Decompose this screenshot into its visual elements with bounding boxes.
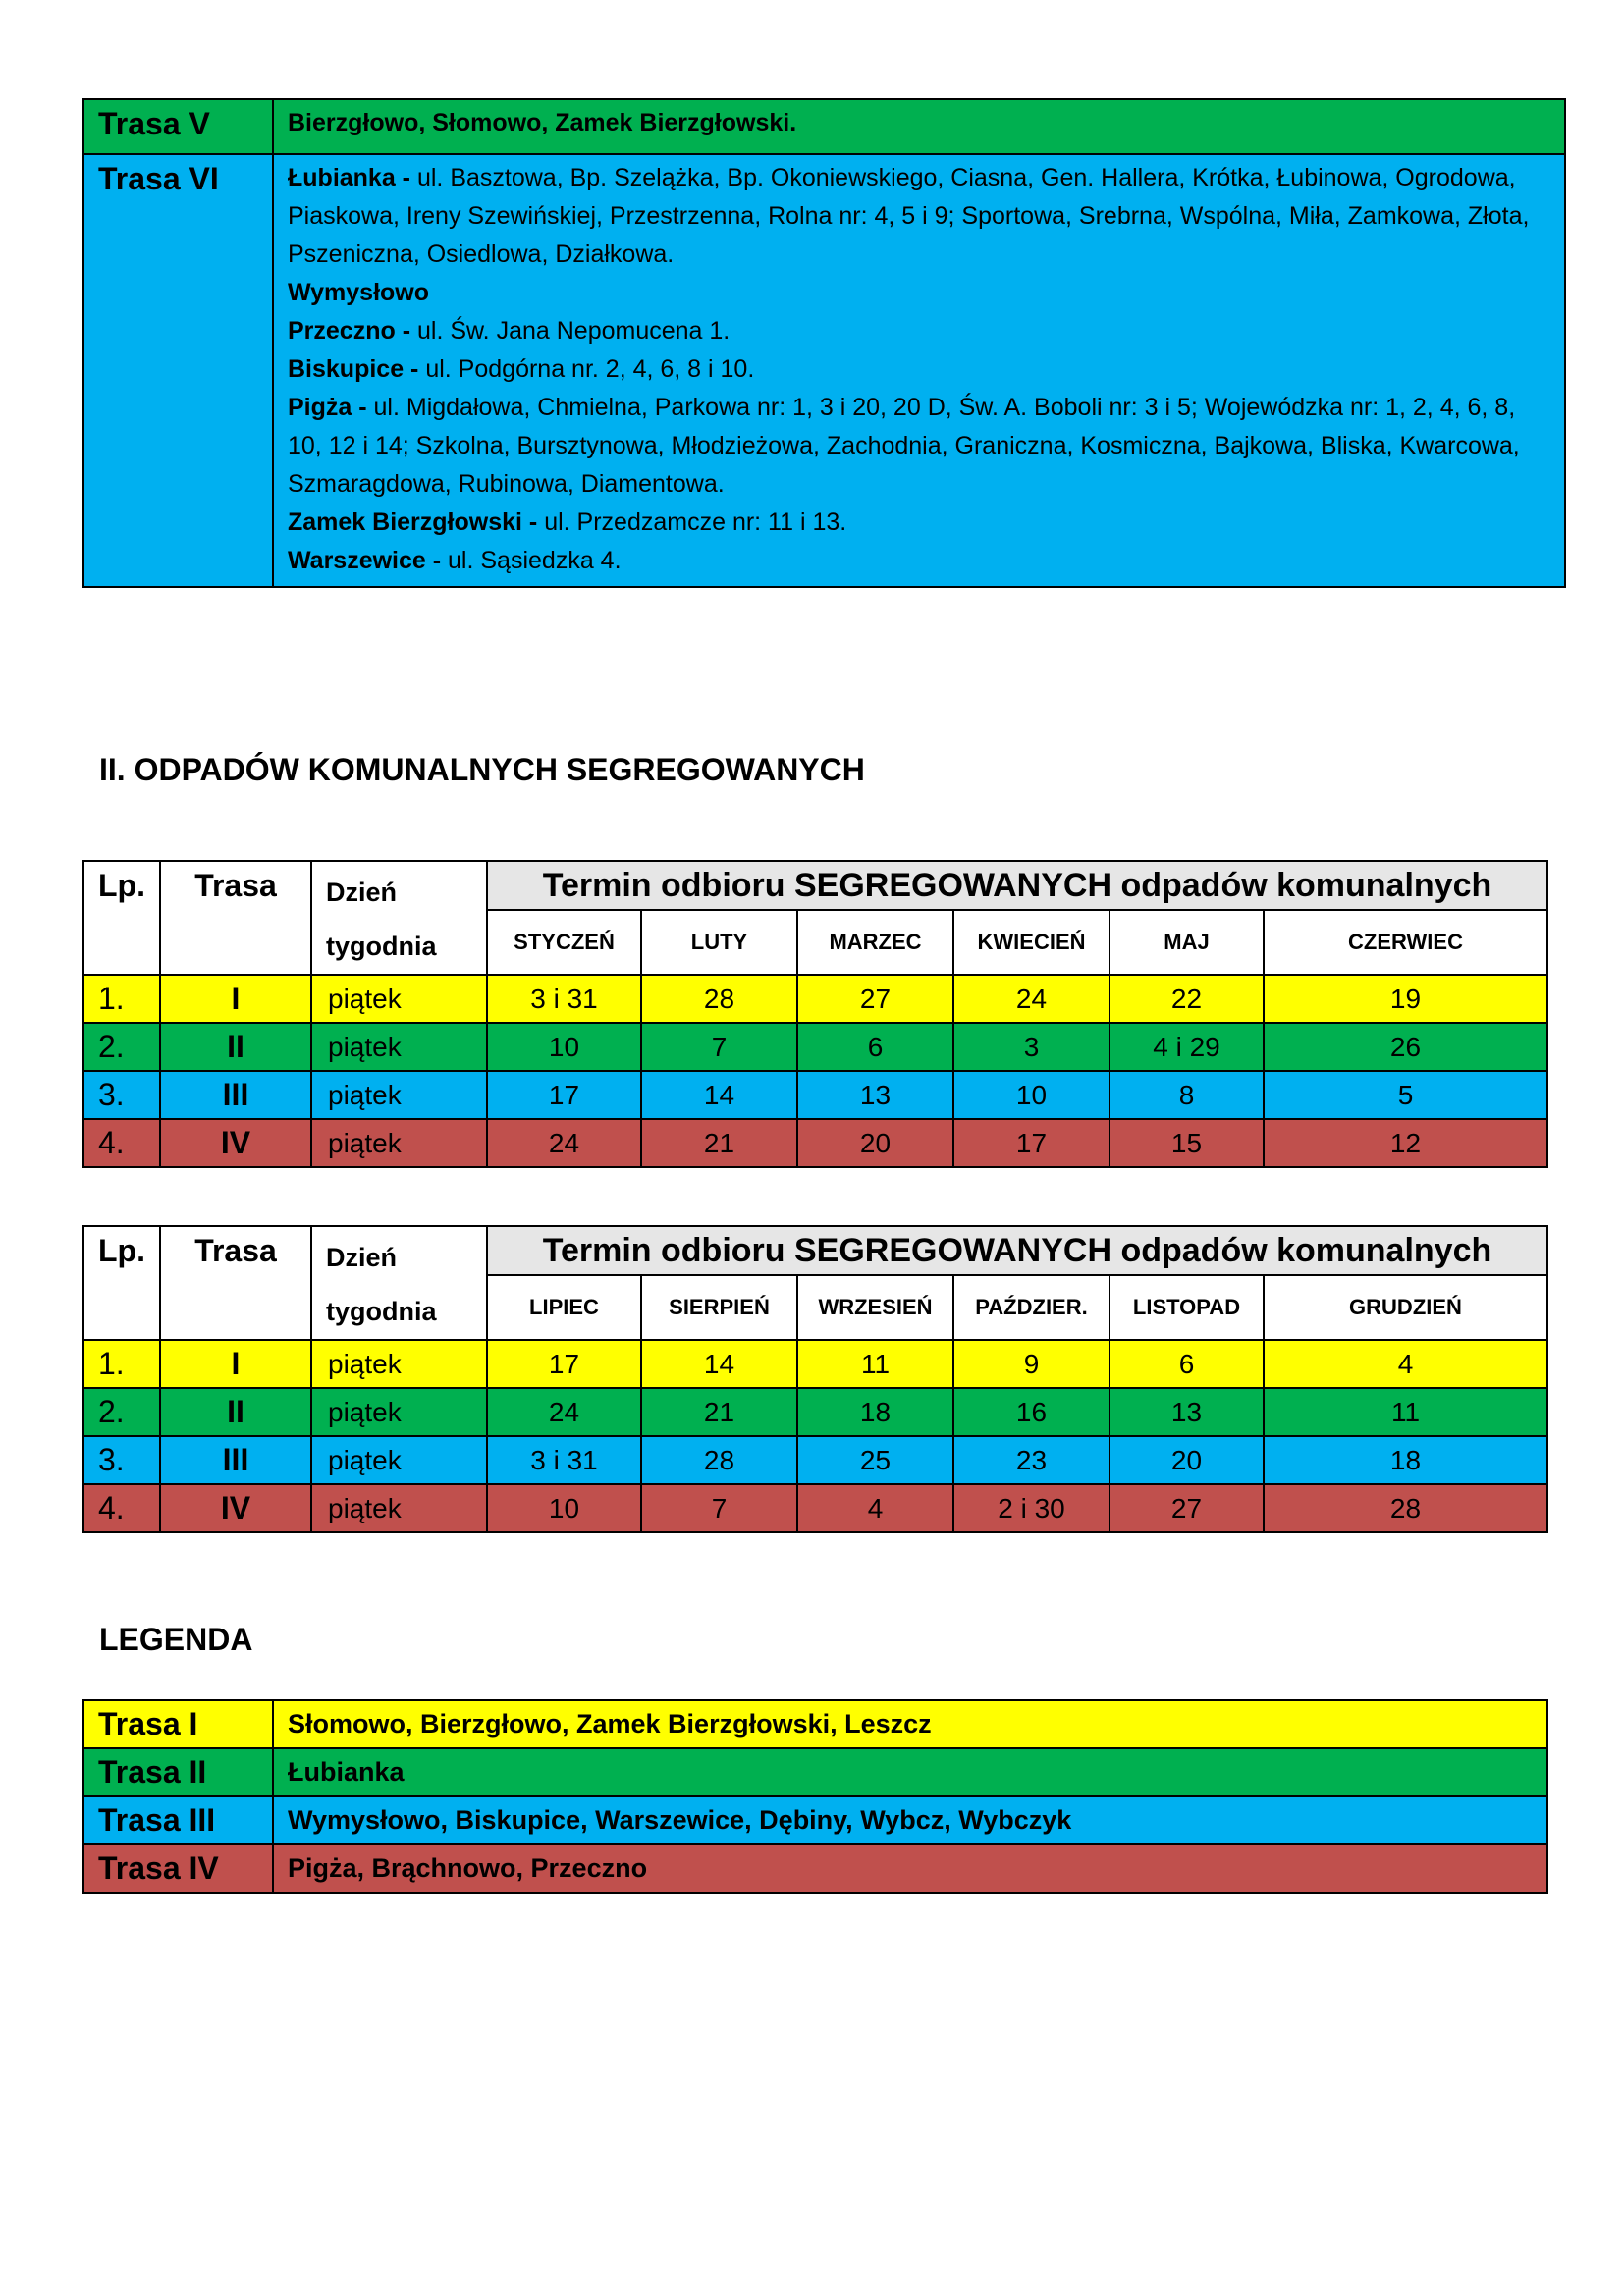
route-line — [288, 350, 1550, 389]
route-line — [288, 312, 1550, 350]
trasa-header: Trasa — [160, 1226, 311, 1340]
collection-date: 18 — [1264, 1436, 1547, 1484]
route-line — [288, 504, 1550, 542]
month-header: LIPIEC — [487, 1275, 641, 1340]
month-header: LUTY — [641, 910, 797, 975]
row-number: 1. — [83, 975, 160, 1023]
day-header: Dzień tygodnia — [311, 861, 487, 975]
row-number: 4. — [83, 1119, 160, 1167]
collection-date: 10 — [487, 1023, 641, 1071]
collection-date: 3 i 31 — [487, 1436, 641, 1484]
schedule-row — [83, 1436, 1547, 1484]
legend-route-name: Trasa IV — [83, 1844, 273, 1893]
weekday: piątek — [311, 1388, 487, 1436]
collection-date: 18 — [797, 1388, 953, 1436]
place-name: Pigża - — [288, 394, 374, 421]
place-name: Przeczno - — [288, 317, 417, 345]
collection-date: 17 — [487, 1071, 641, 1119]
schedule-row — [83, 1388, 1547, 1436]
month-header: CZERWIEC — [1264, 910, 1547, 975]
legend-route-name: Trasa I — [83, 1700, 273, 1748]
collection-date: 15 — [1110, 1119, 1264, 1167]
legend-row — [83, 1796, 1547, 1844]
collection-date: 28 — [641, 975, 797, 1023]
collection-date: 24 — [487, 1119, 641, 1167]
route-description — [273, 154, 1565, 587]
trasa-header: Trasa — [160, 861, 311, 975]
collection-date: 21 — [641, 1119, 797, 1167]
collection-date: 11 — [797, 1340, 953, 1388]
collection-date: 26 — [1264, 1023, 1547, 1071]
header-row — [83, 1226, 1547, 1275]
route-id: III — [160, 1071, 311, 1119]
collection-date: 2 i 30 — [953, 1484, 1110, 1532]
place-name: Łubianka - — [288, 164, 417, 191]
schedule-table-jul-dec — [82, 1225, 1548, 1533]
collection-date: 21 — [641, 1388, 797, 1436]
place-name: Bierzgłowo, Słomowo, Zamek Bierzgłowski. — [288, 109, 797, 136]
legend-route-places: Słomowo, Bierzgłowo, Zamek Bierzgłowski, Leszcz — [273, 1700, 1547, 1748]
collection-date: 28 — [1264, 1484, 1547, 1532]
schedule-row — [83, 975, 1547, 1023]
schedule-row — [83, 1340, 1547, 1388]
collection-date: 4 i 29 — [1110, 1023, 1264, 1071]
collection-date: 10 — [487, 1484, 641, 1532]
collection-date: 3 i 31 — [487, 975, 641, 1023]
collection-date: 20 — [1110, 1436, 1264, 1484]
collection-date: 8 — [1110, 1071, 1264, 1119]
legend-row — [83, 1700, 1547, 1748]
schedule-table-body — [83, 1226, 1547, 1532]
schedule-table-body — [83, 861, 1547, 1167]
row-number: 2. — [83, 1023, 160, 1071]
collection-date: 25 — [797, 1436, 953, 1484]
legend-title: LEGENDA — [99, 1622, 253, 1657]
route-line — [288, 159, 1550, 274]
weekday: piątek — [311, 1119, 487, 1167]
collection-date: 16 — [953, 1388, 1110, 1436]
collection-date: 13 — [1110, 1388, 1264, 1436]
route-row — [83, 154, 1565, 587]
route-name: Trasa V — [83, 99, 273, 154]
collection-date-header: Termin odbioru SEGREGOWANYCH odpadów komunalnych — [487, 861, 1547, 910]
collection-date: 4 — [1264, 1340, 1547, 1388]
schedule-row — [83, 1119, 1547, 1167]
month-header: PAŹDZIER. — [953, 1275, 1110, 1340]
collection-date: 14 — [641, 1071, 797, 1119]
routes-table — [82, 98, 1566, 588]
collection-date: 6 — [797, 1023, 953, 1071]
route-id: III — [160, 1436, 311, 1484]
row-number: 3. — [83, 1436, 160, 1484]
section-title: II. ODPADÓW KOMUNALNYCH SEGREGOWANYCH — [99, 752, 865, 787]
row-number: 4. — [83, 1484, 160, 1532]
collection-date-header: Termin odbioru SEGREGOWANYCH odpadów komunalnych — [487, 1226, 1547, 1275]
collection-date: 27 — [797, 975, 953, 1023]
route-id: IV — [160, 1119, 311, 1167]
street-list: ul. Migdałowa, Chmielna, Parkowa nr: 1, 3 i 20, 20 D, Św. A. Boboli nr: 3 i 5; Wojewódzka nr: 1, 2, 4, 6, 8, 10, 12 i 14; Szkolna, Bursztynowa, Młodzieżowa, Zachodnia, Graniczna, Kosmiczna, Bajkowa, Bliska, Kwarcowa, Szmaragdowa, Rubinowa, Diamentowa. — [288, 394, 1520, 498]
collection-date: 23 — [953, 1436, 1110, 1484]
month-header: MARZEC — [797, 910, 953, 975]
street-list: ul. Sąsiedzka 4. — [448, 547, 622, 574]
routes-table-body — [83, 99, 1565, 587]
route-description — [273, 99, 1565, 154]
route-id: I — [160, 1340, 311, 1388]
collection-date: 24 — [487, 1388, 641, 1436]
month-header: KWIECIEŃ — [953, 910, 1110, 975]
collection-date: 3 — [953, 1023, 1110, 1071]
weekday: piątek — [311, 1436, 487, 1484]
month-header: LISTOPAD — [1110, 1275, 1264, 1340]
route-line — [288, 104, 1550, 142]
row-number: 1. — [83, 1340, 160, 1388]
route-line — [288, 274, 1550, 312]
place-name: Biskupice - — [288, 355, 426, 383]
schedule-row — [83, 1484, 1547, 1532]
route-id: IV — [160, 1484, 311, 1532]
month-header: GRUDZIEŃ — [1264, 1275, 1547, 1340]
collection-date: 13 — [797, 1071, 953, 1119]
lp-header: Lp. — [83, 1226, 160, 1340]
collection-date: 9 — [953, 1340, 1110, 1388]
month-header: SIERPIEŃ — [641, 1275, 797, 1340]
legend-route-places: Pigża, Brąchnowo, Przeczno — [273, 1844, 1547, 1893]
month-header: WRZESIEŃ — [797, 1275, 953, 1340]
legend-table-body — [83, 1700, 1547, 1893]
month-header: MAJ — [1110, 910, 1264, 975]
legend-route-name: Trasa III — [83, 1796, 273, 1844]
collection-date: 28 — [641, 1436, 797, 1484]
weekday: piątek — [311, 1340, 487, 1388]
place-name: Zamek Bierzgłowski - — [288, 508, 545, 536]
collection-date: 7 — [641, 1023, 797, 1071]
weekday: piątek — [311, 975, 487, 1023]
collection-date: 22 — [1110, 975, 1264, 1023]
street-list: ul. Podgórna nr. 2, 4, 6, 8 i 10. — [425, 355, 755, 383]
place-name: Warszewice - — [288, 547, 449, 574]
route-id: I — [160, 975, 311, 1023]
month-header: STYCZEŃ — [487, 910, 641, 975]
route-name: Trasa VI — [83, 154, 273, 587]
collection-date: 27 — [1110, 1484, 1264, 1532]
schedule-row — [83, 1071, 1547, 1119]
lp-header: Lp. — [83, 861, 160, 975]
collection-date: 17 — [487, 1340, 641, 1388]
route-line — [288, 542, 1550, 580]
header-row — [83, 861, 1547, 910]
collection-date: 6 — [1110, 1340, 1264, 1388]
collection-date: 5 — [1264, 1071, 1547, 1119]
collection-date: 24 — [953, 975, 1110, 1023]
route-id: II — [160, 1023, 311, 1071]
legend-route-places: Wymysłowo, Biskupice, Warszewice, Dębiny, Wybcz, Wybczyk — [273, 1796, 1547, 1844]
legend-route-places: Łubianka — [273, 1748, 1547, 1796]
street-list: ul. Przedzamcze nr: 11 i 13. — [544, 508, 847, 536]
place-name: Wymysłowo — [288, 279, 430, 306]
legend-row — [83, 1844, 1547, 1893]
route-line — [288, 389, 1550, 504]
street-list: ul. Basztowa, Bp. Szelążka, Bp. Okoniewskiego, Ciasna, Gen. Hallera, Krótka, Łubinowa, Ogrodowa, Piaskowa, Ireny Szewińskiej, Przestrzenna, Rolna nr: 4, 5 i 9; Sportowa, Srebrna, Wspólna, Miła, Zamkowa, Złota, Pszeniczna, Osiedlowa, Działkowa. — [288, 164, 1530, 268]
collection-date: 20 — [797, 1119, 953, 1167]
legend-row — [83, 1748, 1547, 1796]
collection-date: 10 — [953, 1071, 1110, 1119]
weekday: piątek — [311, 1023, 487, 1071]
day-header: Dzień tygodnia — [311, 1226, 487, 1340]
collection-date: 4 — [797, 1484, 953, 1532]
row-number: 2. — [83, 1388, 160, 1436]
row-number: 3. — [83, 1071, 160, 1119]
legend-route-name: Trasa II — [83, 1748, 273, 1796]
collection-date: 12 — [1264, 1119, 1547, 1167]
schedule-row — [83, 1023, 1547, 1071]
street-list: ul. Św. Jana Nepomucena 1. — [416, 317, 731, 345]
collection-date: 14 — [641, 1340, 797, 1388]
weekday: piątek — [311, 1484, 487, 1532]
collection-date: 11 — [1264, 1388, 1547, 1436]
weekday: piątek — [311, 1071, 487, 1119]
legend-table — [82, 1699, 1548, 1894]
collection-date: 17 — [953, 1119, 1110, 1167]
schedule-table-jan-jun — [82, 860, 1548, 1168]
collection-date: 7 — [641, 1484, 797, 1532]
collection-date: 19 — [1264, 975, 1547, 1023]
route-row — [83, 99, 1565, 154]
route-id: II — [160, 1388, 311, 1436]
